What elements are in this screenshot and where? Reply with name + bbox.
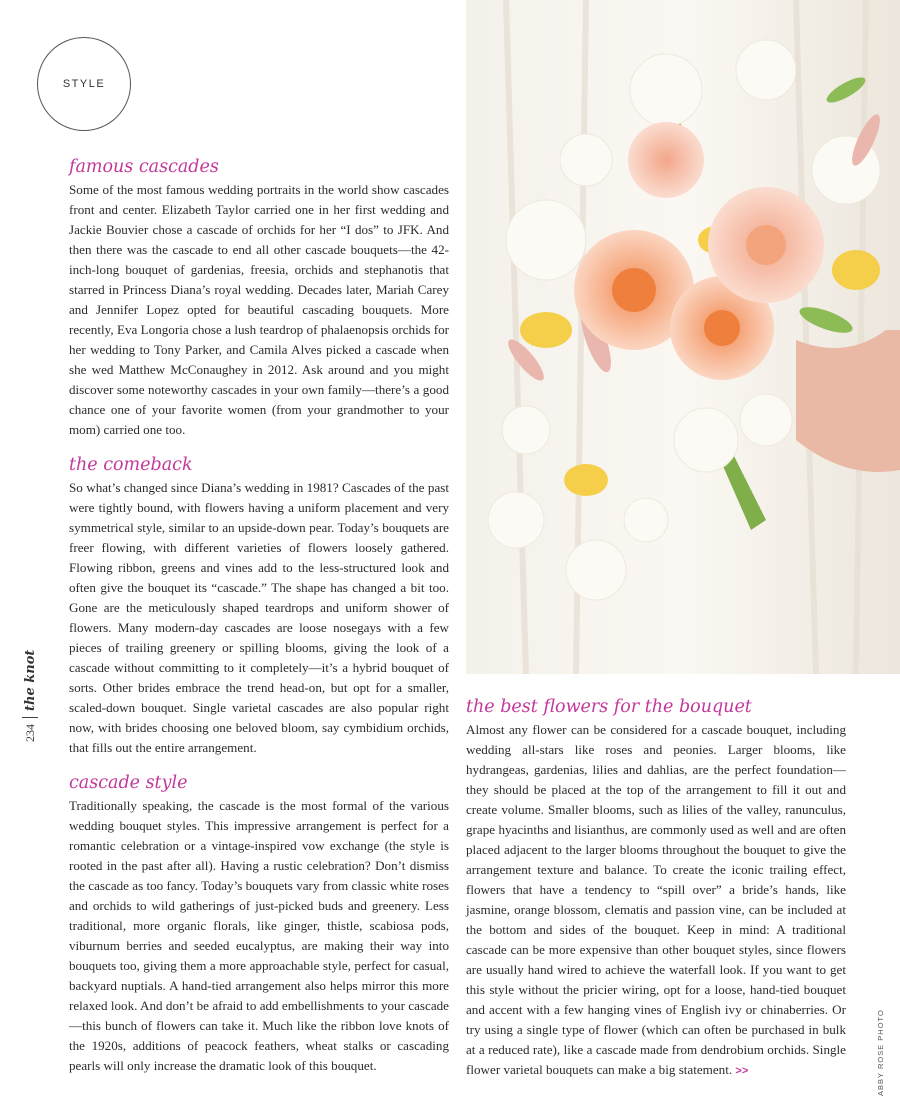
photo-credit: ABBY ROSE PHOTO [876, 1009, 885, 1096]
page-folio [22, 650, 38, 742]
brand-logo: the knot [22, 649, 38, 711]
section-body: Traditionally speaking, the cascade is the most formal of the various wedding bouquet styles. This impressive arrangement is perfect for a romantic celebration or a vintage-inspired vow exchange (the style is rooted in the past after all). Having a rustic celebration? Don’t dismiss the cascade as too fancy. Today’s bouquets vary from classic white roses and orchids to wild gatherings of just-picked buds and greenery. Less traditional, more organic florals, like ginger, thistle, scabiosa pods, viburnum berries and seeded eucalyptus, are making their way into bouquets too, giving them a more approachable style, perfect for casual, backyard nuptials. A hand-tied arrangement also helps mirror this more relaxed look. And don’t be afraid to add embellishments to your cascade—this bunch of flowers can take it. Much like the ribbon love knots of the 1920s, additions of peacock feathers, wheat stalks or cascading pearls will only increase the dramatic look of this bouquet. [69, 798, 449, 1073]
section-body: Some of the most famous wedding portraits in the world show cascades front and center. Elizabeth Taylor carried one in her first wedding and Jackie Bouvier chose a cascade of orchids for her “I dos” to JFK. And then there was the cascade to end all other cascade bouquets—the 42-inch-long bouquet of gardenias, freesia, orchids and stephanotis that starred in Princess Diana’s royal wedding. Decades later, Mariah Carey and Jennifer Lopez opted for beautiful cascading bouquets. More recently, Eva Longoria chose a lush teardrop of phalaenopsis orchids for her wedding to Tony Parker, and Camila Alves picked a cascade when she wed Matthew McConaughey in 2012. Ask around and you might discover some noteworthy cascades in your own family—there’s a good chance one of your favorite women (from your grandmother to your mom) carried one too. [69, 182, 449, 437]
right-column [466, 696, 846, 1095]
section-heading: the best flowers for the bouquet [466, 697, 752, 717]
page-number: 234 [22, 724, 37, 742]
section-heading: cascade style [69, 773, 188, 793]
left-column [69, 156, 449, 1090]
section-body-text: Almost any flower can be considered for a cascade bouquet, including wedding all-stars like roses and peonies. Larger blooms, like hydrangeas, gardenias, lilies and dahlias, are the perfect foundation—they should be placed at the top of the arrangement to fill it out and create volume. Smaller blooms, such as lilies of the valley, ranunculus, grape hyacinths and lisianthus, are commonly used as well and are often placed adjacent to the larger blooms throughout the bouquet to give the arrangement texture and balance. To create the iconic trailing effect, flowers that have a tendency to “spill over” a bride’s hands, like jasmine, orange blossom, clematis and passion vine, can be included at the bottom and sides of the bouquet. Keep in mind: A traditional cascade can be more expensive than other bouquet styles, since flowers are usually hand wired to achieve the waterfall look. If you want to get this style without the pricier wiring, opt for a loose, hand-tied bouquet and accent with a few hanging vines of English ivy or chinaberries. Or try using a single type of flower (which can often be purchased in bulk at a reduced rate), like a cascade made from dendrobium orchids. Single flower varietal bouquets can make a big statement. [466, 722, 846, 1077]
section-body: So what’s changed since Diana’s wedding in 1981? Cascades of the past were tightly bound, with flowers having a uniform placement and very symmetrical style, similar to an upside-down pear. Today’s bouquets are freer flowing, with different varieties of flowers loosely gathered. Flowing ribbon, greens and vines add to the less-structured look and often give the bouquet its “cascade.” The shape has changed a bit too. Gone are the meticulously shaped teardrops and uniform shower of flowers. Many modern-day cascades are loose nosegays with a few pieces of trailing greenery or spilling blooms, giving the look of a cascade without committing to it completely—it’s a hybrid bouquet of sorts. Other brides embrace the trend head-on, but opt for a smaller, scaled-down bouquet. Single varietal cascades are also popular right now, with brides choosing one beloved bloom, say cymbidium orchids, that fills out the entire arrangement. [69, 480, 449, 755]
section-label: STYLE [62, 78, 106, 90]
bouquet-photo [466, 0, 900, 674]
bouquet-illustration [466, 0, 900, 674]
section-body [466, 720, 846, 1081]
section-heading: the comeback [69, 455, 193, 475]
folio-divider [22, 717, 38, 718]
section-heading: famous cascades [69, 157, 219, 177]
section-badge [37, 37, 131, 131]
continue-arrow-icon[interactable]: >> [735, 1065, 749, 1077]
